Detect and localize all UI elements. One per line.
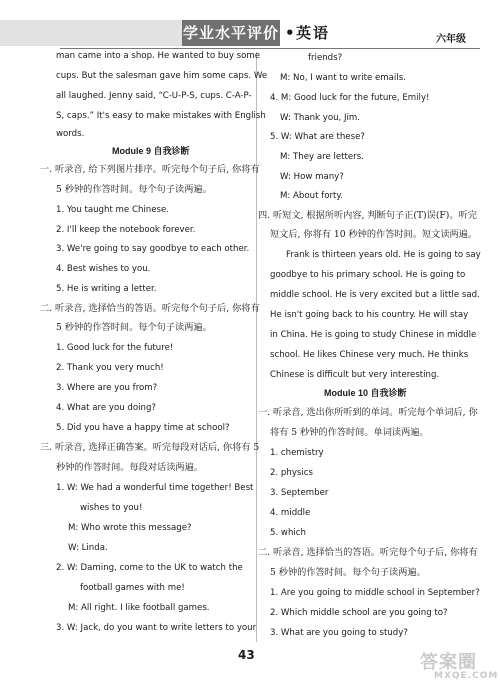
dialogue-line: M: About forty. xyxy=(280,191,343,201)
section-instruction: 二. 听录音, 选择恰当的答语。听完每个句子后, 你将有 xyxy=(258,547,478,558)
dialogue-line: 3. W: Jack, do you want to write letters to your xyxy=(56,623,257,633)
list-item: 5. which xyxy=(270,528,306,538)
module-9-heading: Module 9 自我诊断 xyxy=(112,146,190,156)
section-instruction: 一. 听录音, 选出你所听到的单词。听完每个单词后, 你 xyxy=(258,407,478,418)
dialogue-line: wishes to you! xyxy=(80,503,143,513)
subject-title: 英语 xyxy=(296,24,331,42)
text-line: cups. But the salesman gave him some caps. We xyxy=(56,71,268,81)
section-instruction: 短文后, 你将有 10 秒钟的作答时间。短文读两遍。 xyxy=(270,229,478,240)
passage-line: Frank is thirteen years old. He is going to say xyxy=(286,250,481,260)
list-item: 5. Did you have a happy time at school? xyxy=(56,423,230,433)
list-item: 1. Good luck for the future! xyxy=(56,343,174,353)
passage-line: middle school. He is very excited but a little sad. xyxy=(270,290,480,300)
list-item: 1. chemistry xyxy=(270,448,324,458)
dialogue-line: M: No, I want to write emails. xyxy=(280,73,406,83)
module-10-heading: Module 10 自我诊断 xyxy=(324,388,407,398)
watermark-text: 答案圈 xyxy=(420,652,477,673)
text-line: man came into a shop. He wanted to buy some xyxy=(56,51,261,61)
header-band xyxy=(0,20,182,46)
dialogue-line: M: All right. I like football games. xyxy=(68,603,210,613)
section-instruction: 二. 听录音, 选择恰当的答语。听完每个句子后, 你将有 xyxy=(40,303,260,314)
page-number: 43 xyxy=(238,648,255,662)
section-instruction: 5 秒钟的作答时间。每个句子读两遍。 xyxy=(270,567,426,578)
passage-line: in China. He is going to study Chinese in middle xyxy=(270,330,477,340)
text-line: S, caps.” It's easy to make mistakes with English xyxy=(56,111,266,121)
header-rule xyxy=(60,48,480,49)
dialogue-line: 2. W: Daming, come to the UK to watch the xyxy=(56,563,243,573)
text-line: all laughed. Jenny said, “C-U-P-S, cups. C-A-P- xyxy=(56,91,252,101)
list-item: 3. Where are you from? xyxy=(56,383,158,393)
series-title-badge: 学业水平评价 xyxy=(182,20,280,46)
list-item: 3. We're going to say goodbye to each other. xyxy=(56,244,250,254)
list-item: 3. What are you going to study? xyxy=(270,628,408,638)
list-item: 4. What are you doing? xyxy=(56,403,156,413)
watermark-url: MXQE.COM xyxy=(434,671,499,681)
dialogue-line: M: They are letters. xyxy=(280,152,364,162)
dialogue-line: football games with me! xyxy=(80,583,185,593)
dialogue-line: 1. W: We had a wonderful time together! Best xyxy=(56,483,254,493)
dialogue-line: 5. W: What are these? xyxy=(270,132,365,142)
section-instruction: 一. 听录音, 给下列图片排序。听完每个句子后, 你将有 xyxy=(40,164,260,175)
passage-line: goodbye to his primary school. He is going to xyxy=(270,270,466,280)
list-item: 4. Best wishes to you. xyxy=(56,264,151,274)
list-item: 2. Thank you very much! xyxy=(56,363,164,373)
list-item: 2. I'll keep the notebook forever. xyxy=(56,225,196,235)
section-instruction: 四. 听短文, 根据所听内容, 判断句子正(T)误(F)。听完 xyxy=(258,210,477,221)
section-instruction: 5 秒钟的作答时间。每个句子读两遍。 xyxy=(56,322,212,333)
section-instruction: 将有 5 秒钟的作答时间。单词读两遍。 xyxy=(270,427,429,438)
section-instruction: 5 秒钟的作答时间。每个句子读两遍。 xyxy=(56,184,212,195)
header xyxy=(0,0,500,50)
dialogue-line: 4. M: Good luck for the future, Emily! xyxy=(270,93,430,103)
dialogue-line: W: Linda. xyxy=(68,543,108,553)
watermark-logo xyxy=(420,648,498,684)
section-instruction: 秒钟的作答时间。每段对话读两遍。 xyxy=(56,462,203,473)
passage-line: He isn't going back to his country. He will stay xyxy=(270,310,469,320)
list-item: 1. Are you going to middle school in September? xyxy=(270,588,480,598)
list-item: 5. He is writing a letter. xyxy=(56,284,157,294)
text-line: words. xyxy=(56,129,85,139)
dialogue-line: W: How many? xyxy=(280,172,344,182)
section-instruction: 三. 听录音, 选择正确答案。听完每段对话后, 你将有 5 xyxy=(40,442,260,453)
list-item: 1. You taught me Chinese. xyxy=(56,205,170,215)
header-separator: • xyxy=(285,24,295,42)
passage-line: Chinese is difficult but very interesting. xyxy=(270,370,440,380)
passage-line: school. He likes Chinese very much. He thinks xyxy=(270,350,469,360)
column-divider xyxy=(256,52,257,642)
list-item: 4. middle xyxy=(270,508,311,518)
grade-label: 六年级 xyxy=(436,34,466,45)
dialogue-line: friends? xyxy=(308,53,343,63)
list-item: 2. Which middle school are you going to? xyxy=(270,608,448,618)
list-item: 2. physics xyxy=(270,468,313,478)
dialogue-line: W: Thank you, Jim. xyxy=(280,113,361,123)
dialogue-line: M: Who wrote this message? xyxy=(68,523,192,533)
list-item: 3. September xyxy=(270,488,329,498)
